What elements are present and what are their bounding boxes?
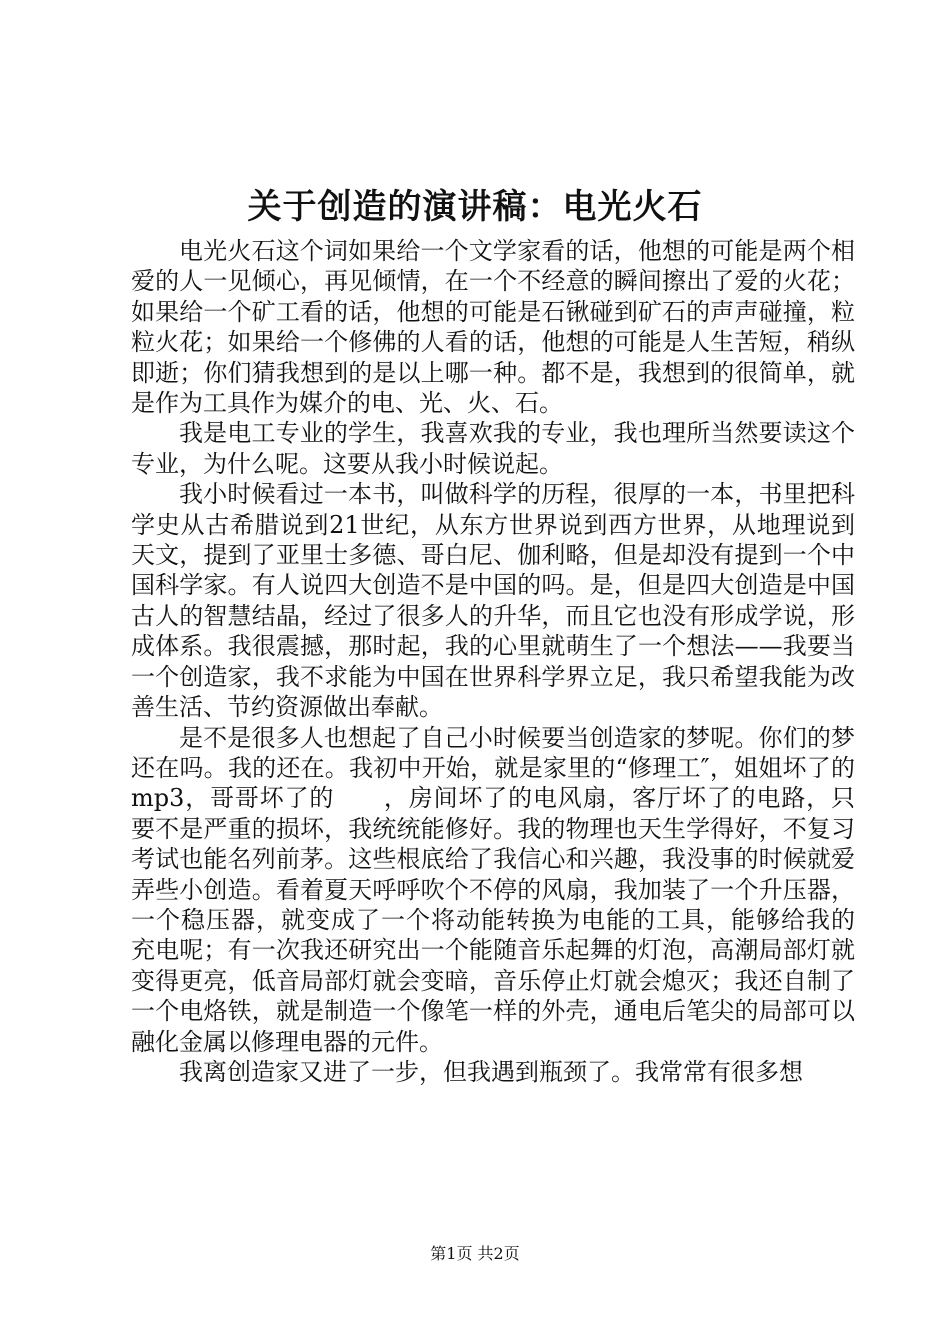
page-number-footer: 第1页 共2页: [430, 1244, 520, 1263]
paragraph-5: 我离创造家又进了一步，但我遇到瓶颈了。我常常有很多想: [179, 1057, 803, 1086]
paragraph-2: 我是电工专业的学生，我喜欢我的专业，我也理所当然要读这个专业，为什么呢。这要从我小时候说起。: [131, 419, 855, 478]
paragraph-4: 是不是很多人也想起了自己小时候要当创造家的梦呢。你们的梦还在吗。我的还在。我初中开始，就是家里的“修理工″，姐姐坏了的mp3，哥哥坏了的 ，房间坏了的电风扇，客厅坏了的电路，只要不是严重的损坏，我统统能修好。我的物理也天生学得好，不复习考试也能名列前茅。这些根底给了我信心和兴趣，我没事的时候就爱弄些小创造。看着夏天呼呼吹个不停的风扇，我加装了一个升压器，一个稳压器，就变成了一个将动能转换为电能的工具，能够给我的 充电呢；有一次我还研究出一个能随音乐起舞的灯泡，高潮局部灯就变得更亮，低音局部灯就会变暗，音乐停止灯就会熄灭；我还自制了一个电烙铁，就是制造一个像笔一样的外壳，通电后笔尖的局部可以融化金属以修理电器的元件。: [131, 723, 903, 1056]
document-title: 关于创造的演讲稿：电光火石: [247, 187, 703, 227]
paragraph-1: 电光火石这个词如果给一个文学家看的话，他想的可能是两个相爱的人一见倾心，再见倾情，在一个不经意的瞬间擦出了爱的火花；如果给一个矿工看的话，他想的可能是石锹碰到矿石的声声碰撞，粒粒火花；如果给一个修佛的人看的话，他想的可能是人生苦短，稍纵即逝；你们猜我想到的是以上哪一种。都不是，我想到的很简单，就是作为工具作为媒介的电、光、火、石。: [131, 237, 855, 418]
paragraph-3: 我小时候看过一本书，叫做科学的历程，很厚的一本，书里把科学史从古希腊说到21世纪，从东方世界说到西方世界，从地理说到天文，提到了亚里士多德、哥白尼、伽利略，但是却没有提到一个中国科学家。有人说四大创造不是中国的吗。是，但是四大创造是中国古人的智慧结晶，经过了很多人的升华，而且它也没有形成学说，形成体系。我很震撼，那时起，我的心里就萌生了一个想法——我要当一个创造家，我不求能为中国在世界科学界立足，我只希望我能为改善生活、节约资源做出奉献。: [131, 480, 855, 722]
document-body: [131, 236, 903, 1087]
